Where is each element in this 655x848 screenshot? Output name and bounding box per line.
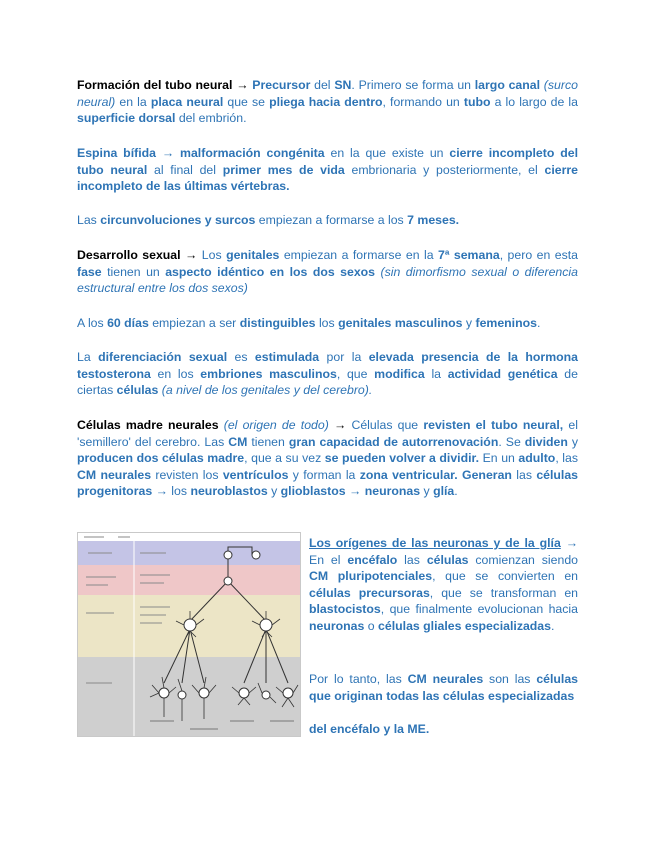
text-bold: tubo <box>463 94 491 109</box>
progenitor-cell <box>224 577 232 585</box>
text: que se <box>223 94 270 109</box>
paragraph-origins <box>309 535 578 634</box>
text: , que finalmente evolucionan hacia <box>380 602 578 616</box>
neural-lineage-figure <box>77 532 301 737</box>
text-bold: CM neurales <box>407 672 484 686</box>
text-bold: neuronas <box>309 618 365 633</box>
text: tienen <box>247 434 289 449</box>
text: y <box>567 434 578 449</box>
text-bold: modifica <box>374 366 425 381</box>
text: En un <box>479 451 519 465</box>
glioblast <box>260 619 272 631</box>
text-bold: se pueden volver a dividir. <box>324 451 480 465</box>
text-bold: ventrículos <box>222 467 289 482</box>
text-bold: glioblastos <box>280 484 346 498</box>
text: , que <box>336 366 375 381</box>
text-bold: glía <box>433 484 455 498</box>
text-bold: zona ventricular. <box>359 467 458 482</box>
text-bold: estimulada <box>254 350 320 364</box>
text: del <box>310 78 335 92</box>
paragraph-conclusion <box>309 671 578 704</box>
text-bold: genitales masculinos <box>338 316 463 330</box>
text: son las <box>483 672 537 686</box>
text: tienen un <box>101 264 166 279</box>
text: de ciertas <box>77 366 578 397</box>
paragraph-neural-stem-cells <box>77 417 578 500</box>
glial-cell <box>262 691 270 699</box>
text-bold: pliega hacia dentro <box>269 94 383 109</box>
text-bold: neuronas <box>364 484 421 498</box>
text-bold: diferenciación sexual <box>98 350 228 364</box>
text: , pero en esta <box>499 248 578 262</box>
text: en los <box>150 366 201 381</box>
arrow: → <box>155 146 181 160</box>
text: , formando un <box>382 94 464 109</box>
text: los <box>315 316 339 330</box>
band-progenitor <box>78 565 300 595</box>
text: y <box>420 484 434 498</box>
neural-lineage-diagram <box>78 533 300 736</box>
text-bold: actividad genética <box>447 366 558 381</box>
text: o <box>364 618 379 633</box>
term-spina-bifida: Espina bífida <box>77 146 156 160</box>
text-bold: SN <box>334 78 352 92</box>
text: La <box>77 350 99 364</box>
text: y forman la <box>288 467 360 482</box>
neuroblast <box>184 619 196 631</box>
text: empiezan a ser <box>148 316 240 330</box>
paragraph-60-days <box>77 315 578 332</box>
text-bold: 7 meses. <box>407 213 460 227</box>
text: empiezan a formarse en la <box>279 248 439 262</box>
text: la <box>424 366 448 381</box>
stem-cell <box>224 551 232 559</box>
text-bold: adulto <box>518 451 556 465</box>
text-bold: células <box>536 672 579 686</box>
text-bold: encéfalo <box>347 552 398 567</box>
text-bold: células progenitoras <box>77 467 579 498</box>
text-bold: circunvoluciones y surcos <box>100 213 256 227</box>
term-neural-stem-cells: Células madre neurales <box>77 418 219 432</box>
text: revisten los <box>151 467 223 482</box>
text: . <box>536 316 541 330</box>
paragraph-sexual-differentiation <box>77 349 578 399</box>
text-bold: cierre incompleto de las últimas vértebras. <box>77 162 578 193</box>
neuron <box>199 688 209 698</box>
text-italic: (el origen de todo) <box>218 418 329 432</box>
text-bold: embriones masculinos <box>200 366 337 381</box>
text-bold: CM pluripotenciales <box>309 569 433 583</box>
text-bold: 60 días <box>107 316 149 330</box>
text: por la <box>319 350 369 364</box>
text-bold: células precursoras <box>309 585 430 600</box>
text-italic: (surco neural) <box>77 78 578 109</box>
neuron <box>178 691 186 699</box>
text: y <box>267 484 281 498</box>
text: del embrión. <box>175 111 247 125</box>
glial-cell <box>239 688 249 698</box>
text: A los <box>77 316 108 330</box>
text: y <box>462 316 476 330</box>
text-bold: fase <box>77 264 102 279</box>
text-bold: malformación congénita <box>180 146 325 160</box>
text-bold: neuroblastos <box>190 484 268 498</box>
text-bold: distinguibles <box>239 316 316 330</box>
text-bold: del encéfalo y la ME. <box>309 722 430 736</box>
paragraph-circumvolutions <box>77 212 578 229</box>
text: , las <box>555 451 578 465</box>
text-bold: células gliales especializadas <box>378 618 551 633</box>
text: las <box>511 467 537 482</box>
text-bold: elevada presencia de la hormona testosterona <box>77 350 579 381</box>
arrow: → <box>180 248 202 262</box>
text-bold: largo canal <box>474 78 541 92</box>
text-bold: Generan <box>462 467 512 482</box>
text: Células que <box>351 418 424 432</box>
text-bold: cierre incompleto del tubo neural <box>77 146 578 177</box>
paragraph-sexual-development <box>77 247 578 297</box>
neuron <box>159 688 169 698</box>
text: al final del <box>147 162 223 177</box>
text: , que a su vez <box>244 451 325 465</box>
text-bold: que originan todas las células especializadas <box>309 688 575 703</box>
text: . Primero se forma un <box>351 78 475 92</box>
text-bold: células <box>426 552 469 567</box>
arrow: → <box>232 78 253 92</box>
arrow: → <box>560 536 578 550</box>
text-italic: (sin dimorfismo sexual o diferencia estructural entre los dos sexos) <box>77 264 578 295</box>
text: . Se <box>498 434 525 449</box>
term-sexual-development: Desarrollo sexual <box>77 248 181 262</box>
glial-cell <box>283 688 293 698</box>
text-bold: CM neurales <box>77 467 152 482</box>
text-italic: (a nivel de los genitales y del cerebro). <box>158 383 373 397</box>
text-bold: gran capacidad de autorrenovación <box>288 434 499 449</box>
text-bold: superficie dorsal <box>77 111 176 125</box>
text-bold: revisten el tubo neural, <box>423 418 564 432</box>
paragraph-conclusion-end <box>309 721 578 738</box>
text-bold: células <box>116 383 159 397</box>
text: embrionaria y posteriormente, el <box>344 162 545 177</box>
arrow: → <box>345 484 365 498</box>
text-bold: aspecto idéntico en los dos sexos <box>165 264 376 279</box>
text-bold: 7ª semana <box>438 248 500 262</box>
text: Las <box>77 213 101 227</box>
text: en la <box>115 94 151 109</box>
arrow: → <box>328 418 352 432</box>
text-bold: genitales <box>226 248 280 262</box>
text: En el <box>309 552 348 567</box>
text: el 'semillero' del cerebro. Las <box>77 418 578 449</box>
text: empiezan a formarse a los <box>255 213 408 227</box>
paragraph-spina-bifida <box>77 145 578 195</box>
text-bold: primer mes de vida <box>222 162 345 177</box>
text-bold: dividen <box>524 434 568 449</box>
text: en la que existe un <box>324 146 450 160</box>
text: , que se convierten en <box>432 569 579 583</box>
term-origins-heading: Los orígenes de las neuronas y de la glía <box>309 536 561 550</box>
text: es <box>227 350 255 364</box>
text: Por lo tanto, las <box>309 672 408 686</box>
text: comienzan siendo <box>468 552 578 567</box>
text-bold: femeninos <box>475 316 537 330</box>
text: . <box>454 484 458 498</box>
text: las <box>397 552 427 567</box>
text-bold: Precursor <box>252 78 311 92</box>
text-bold: blastocistos <box>309 602 381 616</box>
text-bold: CM <box>228 434 248 449</box>
term-neural-tube: Formación del tubo neural <box>77 78 233 92</box>
text: . <box>551 618 555 633</box>
text: a lo largo de la <box>490 94 578 109</box>
text: , que se transforman en <box>429 585 579 600</box>
text: Los <box>201 248 227 262</box>
band-header <box>78 533 300 541</box>
text: → los <box>152 484 191 498</box>
paragraph-neural-tube <box>77 77 578 127</box>
text-bold: placa neural <box>150 94 224 109</box>
stem-cell-copy <box>252 551 260 559</box>
text-bold: producen dos células madre <box>77 451 245 465</box>
